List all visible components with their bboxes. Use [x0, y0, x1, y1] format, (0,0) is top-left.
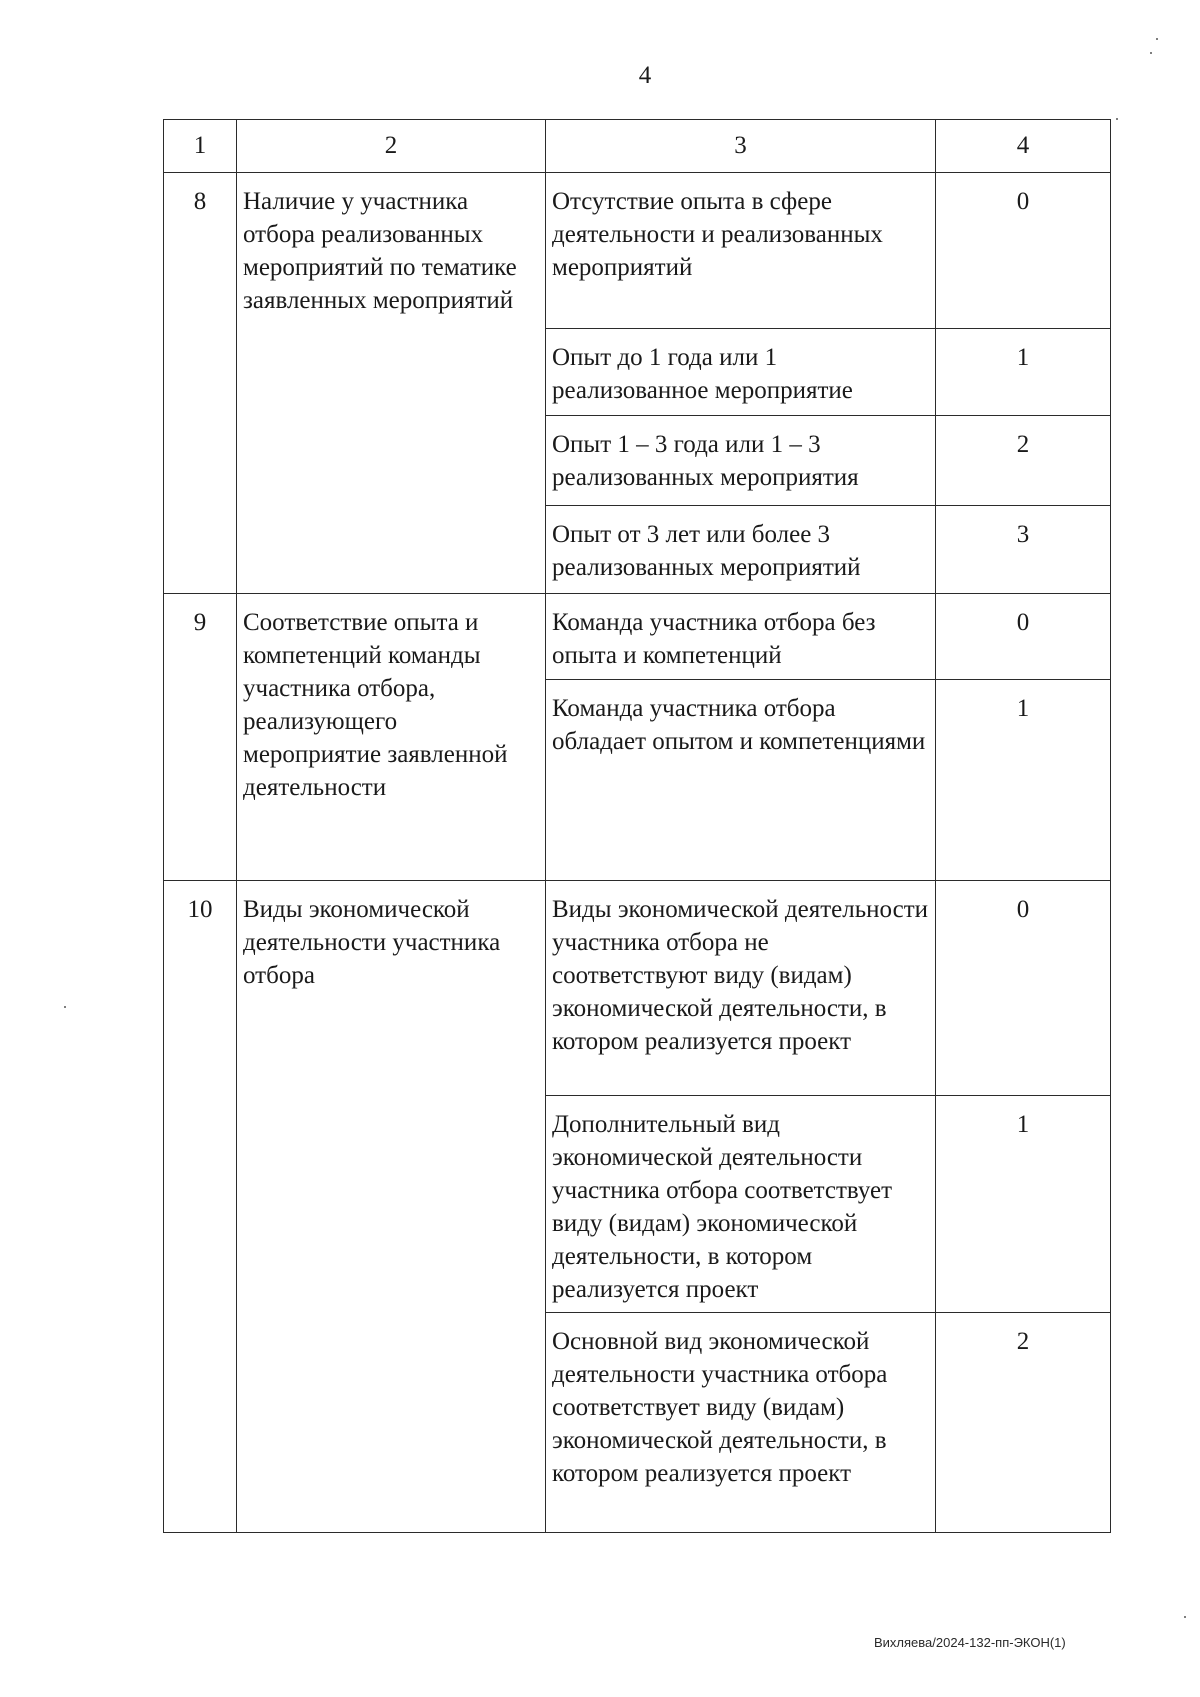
- document-footer-code: Вихляева/2024-132-пп-ЭКОН(1): [874, 1635, 1066, 1650]
- option-score: 0: [936, 881, 1111, 1096]
- option-text: Команда участника отбора без опыта и компетенций: [546, 594, 936, 680]
- option-score: 2: [936, 1313, 1111, 1533]
- option-score: 3: [936, 506, 1111, 594]
- scan-speck: [1116, 118, 1118, 120]
- option-score: 1: [936, 680, 1111, 881]
- scan-speck: [64, 1006, 66, 1008]
- criteria-table: [163, 119, 1111, 1533]
- table-row: [164, 173, 1111, 329]
- header-col-2: 2: [237, 120, 546, 173]
- table-header-row: [164, 120, 1111, 173]
- option-text: Команда участника отбора обладает опытом и компетенциями: [546, 680, 936, 881]
- header-col-4: 4: [936, 120, 1111, 173]
- header-col-1: 1: [164, 120, 237, 173]
- option-score: 2: [936, 416, 1111, 506]
- option-score: 0: [936, 594, 1111, 680]
- header-col-3: 3: [546, 120, 936, 173]
- criterion-description: Виды экономической деятельности участника отбора: [237, 881, 546, 1533]
- option-text: Опыт от 3 лет или более 3 реализованных мероприятий: [546, 506, 936, 594]
- scan-speck: [1184, 1616, 1186, 1618]
- option-score: 0: [936, 173, 1111, 329]
- criterion-description: Соответствие опыта и компетенций команды участника отбора, реализующего мероприятие заявленной деятельности: [237, 594, 546, 881]
- option-text: Опыт до 1 года или 1 реализованное мероприятие: [546, 329, 936, 416]
- criterion-number: 9: [164, 594, 237, 881]
- option-text: Отсутствие опыта в сфере деятельности и реализованных мероприятий: [546, 173, 936, 329]
- scan-speck: [1150, 52, 1152, 54]
- criterion-number: 10: [164, 881, 237, 1533]
- table-row: [164, 881, 1111, 1096]
- page-number: 4: [638, 62, 652, 89]
- option-text: Опыт 1 – 3 года или 1 – 3 реализованных мероприятия: [546, 416, 936, 506]
- criterion-description: Наличие у участника отбора реализованных мероприятий по тематике заявленных мероприятий: [237, 173, 546, 594]
- option-text: Основной вид экономической деятельности участника отбора соответствует виду (видам) экономической деятельности, в котором реализуется проект: [546, 1313, 936, 1533]
- table-row: [164, 594, 1111, 680]
- option-text: Виды экономической деятельности участника отбора не соответствуют виду (видам) экономической деятельности, в котором реализуется проект: [546, 881, 936, 1096]
- criterion-number: 8: [164, 173, 237, 594]
- scan-speck: [1156, 38, 1158, 40]
- option-text: Дополнительный вид экономической деятельности участника отбора соответствует виду (видам) экономической деятельности, в котором реализуется проект: [546, 1096, 936, 1313]
- option-score: 1: [936, 329, 1111, 416]
- option-score: 1: [936, 1096, 1111, 1313]
